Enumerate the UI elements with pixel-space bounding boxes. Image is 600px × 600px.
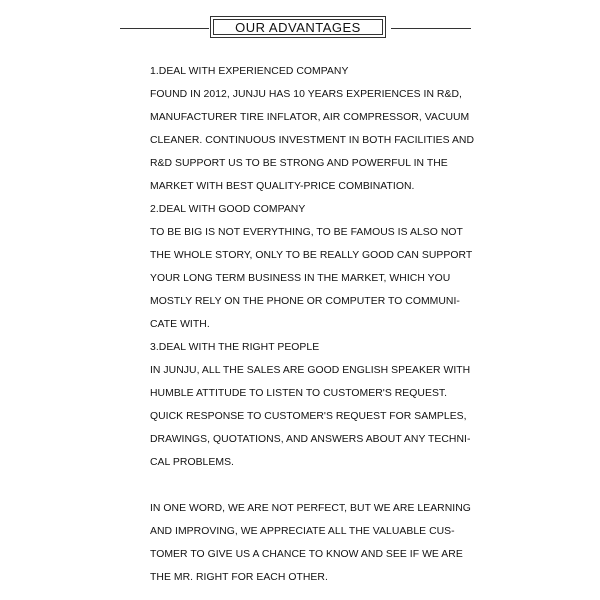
text-line: CATE WITH. bbox=[150, 319, 210, 330]
text-line: TOMER TO GIVE US A CHANCE TO KNOW AND SEE IF WE ARE bbox=[150, 549, 463, 560]
text-line: QUICK RESPONSE TO CUSTOMER'S REQUEST FOR SAMPLES, bbox=[150, 411, 467, 422]
advantages-text bbox=[150, 60, 475, 589]
text-line: 2.DEAL WITH GOOD COMPANY bbox=[150, 204, 306, 215]
page-title: OUR ADVANTAGES bbox=[213, 19, 383, 35]
text-line: FOUND IN 2012, JUNJU HAS 10 YEARS EXPERIENCES IN R&D, bbox=[150, 89, 462, 100]
text-line: IN JUNJU, ALL THE SALES ARE GOOD ENGLISH SPEAKER WITH bbox=[150, 365, 471, 376]
text-line: MOSTLY RELY ON THE PHONE OR COMPUTER TO COMMUNI- bbox=[150, 296, 460, 307]
text-line: TO BE BIG IS NOT EVERYTHING, TO BE FAMOUS IS ALSO NOT bbox=[150, 227, 463, 238]
text-line bbox=[150, 474, 470, 497]
text-line: THE MR. RIGHT FOR EACH OTHER. bbox=[150, 572, 328, 583]
text-line: CAL PROBLEMS. bbox=[150, 457, 234, 468]
text-line: IN ONE WORD, WE ARE NOT PERFECT, BUT WE ARE LEARNING bbox=[150, 503, 471, 514]
title-frame bbox=[210, 16, 386, 38]
text-line: YOUR LONG TERM BUSINESS IN THE MARKET, WHICH YOU bbox=[150, 273, 451, 284]
text-line: 1.DEAL WITH EXPERIENCED COMPANY bbox=[150, 66, 349, 77]
text-line: HUMBLE ATTITUDE TO LISTEN TO CUSTOMER'S REQUEST. bbox=[150, 388, 448, 399]
text-line: THE WHOLE STORY, ONLY TO BE REALLY GOOD CAN SUPPORT bbox=[150, 250, 473, 261]
text-line: MARKET WITH BEST QUALITY-PRICE COMBINATION. bbox=[150, 181, 415, 192]
text-line: DRAWINGS, QUOTATIONS, AND ANSWERS ABOUT ANY TECHNI- bbox=[150, 434, 471, 445]
text-line: CLEANER. CONTINUOUS INVESTMENT IN BOTH FACILITIES AND bbox=[150, 135, 475, 146]
text-line: 3.DEAL WITH THE RIGHT PEOPLE bbox=[150, 342, 320, 353]
title-rule-left bbox=[120, 28, 209, 29]
text-line: R&D SUPPORT US TO BE STRONG AND POWERFUL IN THE bbox=[150, 158, 448, 169]
text-line: AND IMPROVING, WE APPRECIATE ALL THE VALUABLE CUS- bbox=[150, 526, 455, 537]
title-rule-right bbox=[391, 28, 471, 29]
text-line: MANUFACTURER TIRE INFLATOR, AIR COMPRESSOR, VACUUM bbox=[150, 112, 470, 123]
